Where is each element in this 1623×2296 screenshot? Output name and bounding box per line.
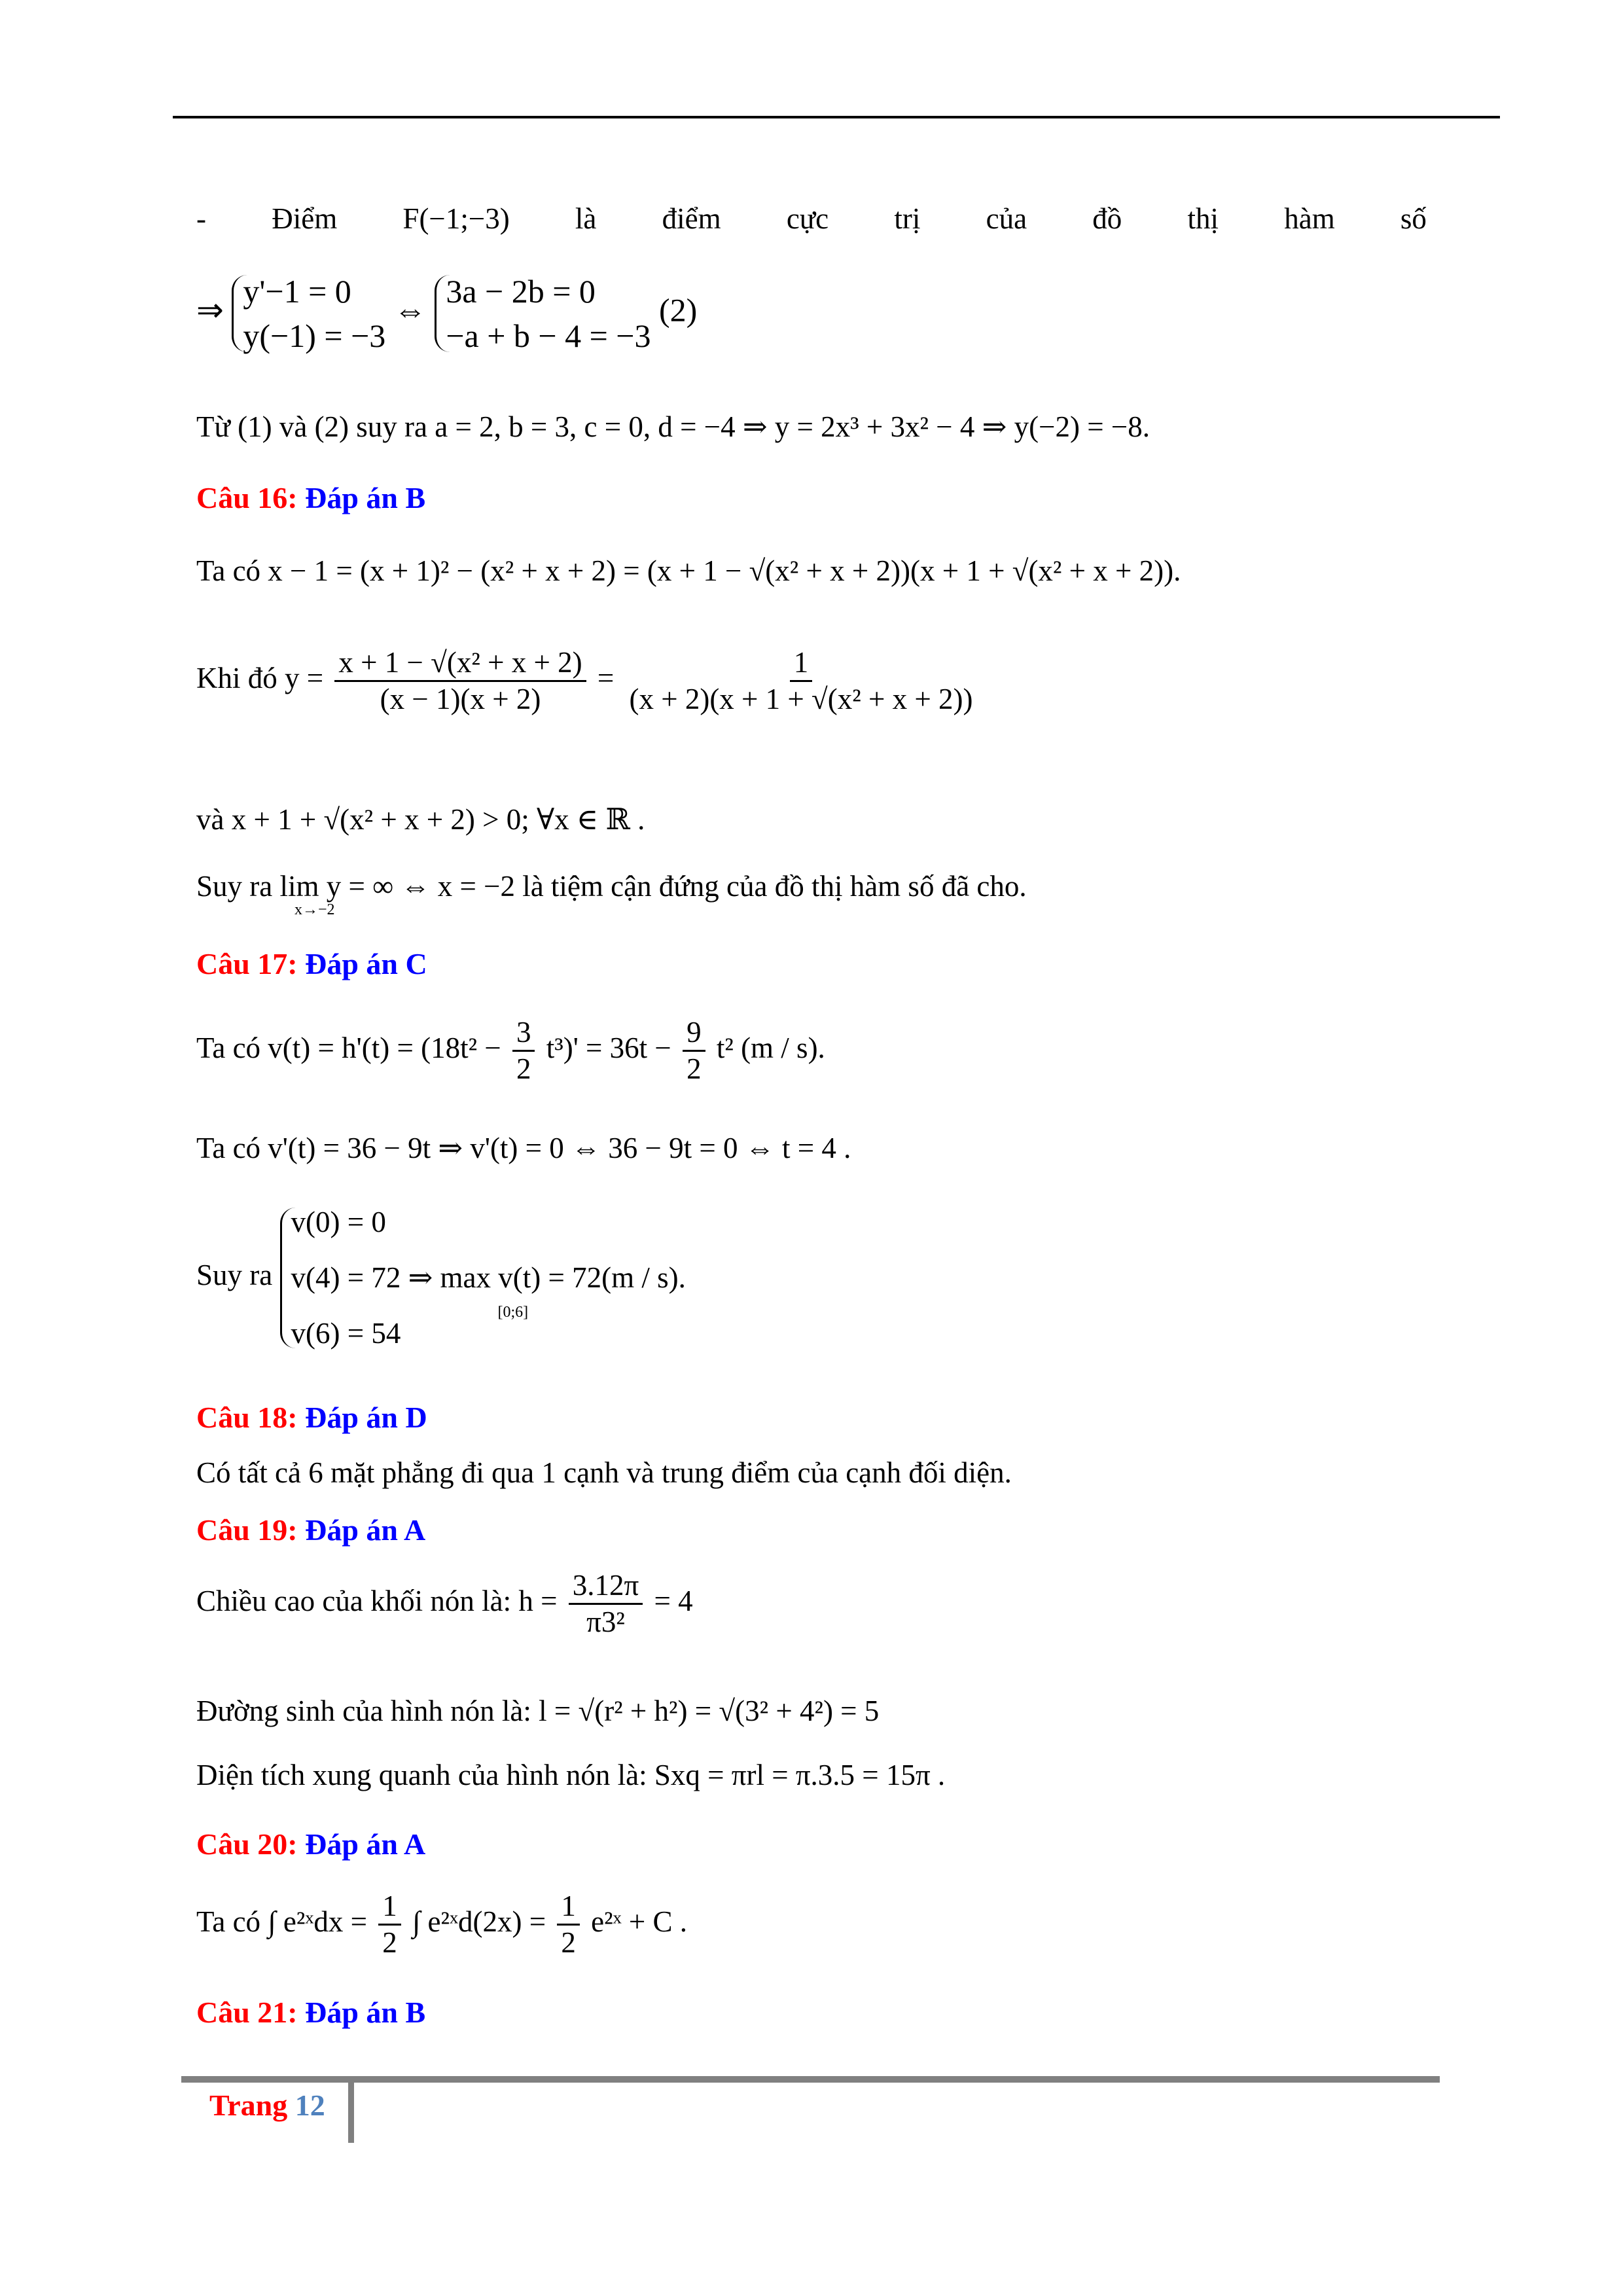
word: của	[986, 202, 1027, 235]
numerator: x + 1 − √(x² + x + 2)	[334, 648, 586, 682]
word: hàm	[1284, 202, 1335, 235]
text: Ta có ∫ e²ˣdx =	[196, 1905, 367, 1938]
equiv: ⇔	[393, 291, 427, 329]
text: t² (m / s).	[716, 1031, 825, 1064]
eq: v(6) = 54	[291, 1317, 401, 1350]
numerator: 1	[378, 1892, 401, 1926]
page-label: Trang	[209, 2089, 288, 2122]
text: Suy ra lim y = ∞ ⇔ x = −2 là tiệm cận đứng của đồ thị hàm số đã cho.	[196, 870, 1027, 903]
fraction	[378, 1892, 401, 1958]
text: = 4	[654, 1584, 693, 1617]
denominator: 2	[382, 1926, 397, 1959]
denominator: (x + 2)(x + 1 + √(x² + x + 2))	[629, 683, 973, 715]
equals: =	[597, 661, 615, 694]
question-18-heading	[196, 1403, 427, 1433]
word: số	[1400, 202, 1427, 235]
fraction	[569, 1571, 643, 1637]
text: Khi đó y =	[196, 661, 324, 694]
answer: Đáp án A	[305, 1513, 426, 1547]
answer: Đáp án B	[305, 1996, 426, 2029]
question-17-heading	[196, 949, 427, 979]
word: điểm	[662, 202, 721, 235]
word: trị	[894, 202, 921, 235]
q18-line: Có tất cả 6 mặt phẳng đi qua 1 cạnh và trung điểm của cạnh đối diện.	[196, 1456, 1012, 1489]
label: Câu 18:	[196, 1401, 298, 1434]
q19-line-2: Đường sinh của hình nón là: l = √(r² + h²) = √(3² + 4²) = 5	[196, 1695, 880, 1727]
numerator: 3	[512, 1018, 535, 1052]
label: Câu 19:	[196, 1513, 298, 1547]
point-statement	[196, 204, 1427, 234]
word: đồ	[1092, 202, 1122, 235]
eq-tag: (2)	[659, 291, 698, 329]
fraction	[512, 1018, 535, 1084]
label: Câu 16:	[196, 481, 298, 514]
question-20-heading	[196, 1829, 425, 1859]
text: e²ˣ + C .	[591, 1905, 688, 1938]
q16-line-4	[196, 870, 1027, 918]
word: F(−1;−3)	[402, 202, 510, 235]
numerator: 1	[790, 648, 813, 682]
eq: −a + b − 4 = −3	[446, 317, 651, 354]
word: -	[196, 202, 206, 235]
q17-line-1	[196, 1018, 825, 1084]
fraction	[625, 648, 976, 714]
fraction	[557, 1892, 580, 1958]
q19-line-3: Diện tích xung quanh của hình nón là: Sxq = πrl = π.3.5 = 15π .	[196, 1759, 946, 1791]
system	[280, 1208, 686, 1348]
fraction	[683, 1018, 705, 1084]
word: là	[575, 202, 597, 235]
equation-system-1	[196, 275, 697, 352]
q17-line-2: Ta có v'(t) = 36 − 9t ⇒ v'(t) = 0 ⇔ 36 − 9t = 0 ⇔ t = 4 .	[196, 1132, 851, 1164]
word: thị	[1187, 202, 1219, 235]
page-value: 12	[294, 2089, 325, 2122]
word: cực	[786, 202, 829, 235]
denominator: (x − 1)(x + 2)	[380, 683, 541, 715]
numerator: 9	[683, 1018, 705, 1052]
q19-line-1	[196, 1571, 693, 1637]
answer: Đáp án A	[305, 1827, 426, 1861]
text: Suy ra	[196, 1258, 273, 1291]
numerator: 3.12π	[569, 1571, 643, 1605]
eq: y(−1) = −3	[243, 317, 386, 354]
numerator: 1	[557, 1892, 580, 1926]
label: Câu 21:	[196, 1996, 298, 2029]
eq: v(4) = 72 ⇒ max v(t) = 72(m / s).	[291, 1261, 686, 1294]
text: Ta có v(t) = h'(t) = (18t² −	[196, 1031, 501, 1064]
question-21-heading	[196, 1998, 425, 2028]
denominator: π3²	[586, 1605, 625, 1638]
system-right	[435, 275, 651, 352]
denominator: 2	[687, 1052, 702, 1085]
label: Câu 17:	[196, 947, 298, 980]
page-number	[209, 2088, 325, 2123]
system-left	[232, 275, 385, 352]
q16-line-2	[196, 648, 980, 714]
q16-line-3: và x + 1 + √(x² + x + 2) > 0; ∀x ∈ ℝ .	[196, 803, 645, 836]
eq: v(0) = 0	[291, 1206, 386, 1238]
q16-line-1: Ta có x − 1 = (x + 1)² − (x² + x + 2) = (x + 1 − √(x² + x + 2))(x + 1 + √(x² + x + 2)).	[196, 554, 1181, 587]
eq: 3a − 2b = 0	[446, 273, 596, 310]
question-19-heading	[196, 1515, 425, 1545]
q17-line-3	[196, 1208, 686, 1348]
text: t³)' = 36t −	[546, 1031, 671, 1064]
text: ∫ e²ˣd(2x) =	[412, 1905, 546, 1938]
header-rule	[173, 116, 1500, 118]
text: Chiều cao của khối nón là: h =	[196, 1584, 558, 1617]
word: Điểm	[272, 202, 338, 235]
limit-subscript: x→−2	[294, 901, 335, 918]
q20-line	[196, 1892, 687, 1958]
answer: Đáp án D	[305, 1401, 427, 1434]
eq: y'−1 = 0	[243, 273, 351, 310]
fraction	[334, 648, 586, 714]
answer: Đáp án C	[305, 947, 427, 980]
max-subscript: [0;6]	[497, 1304, 529, 1321]
denominator: 2	[561, 1926, 576, 1959]
denominator: 2	[516, 1052, 531, 1085]
label: Câu 20:	[196, 1827, 298, 1861]
conclusion-line: Từ (1) và (2) suy ra a = 2, b = 3, c = 0, d = −4 ⇒ y = 2x³ + 3x² − 4 ⇒ y(−2) = −8.	[196, 410, 1150, 443]
question-16-heading	[196, 483, 425, 513]
footer-rule	[181, 2076, 1440, 2083]
footer-divider	[348, 2083, 354, 2143]
answer: Đáp án B	[305, 481, 426, 514]
implies: ⇒	[196, 291, 224, 329]
